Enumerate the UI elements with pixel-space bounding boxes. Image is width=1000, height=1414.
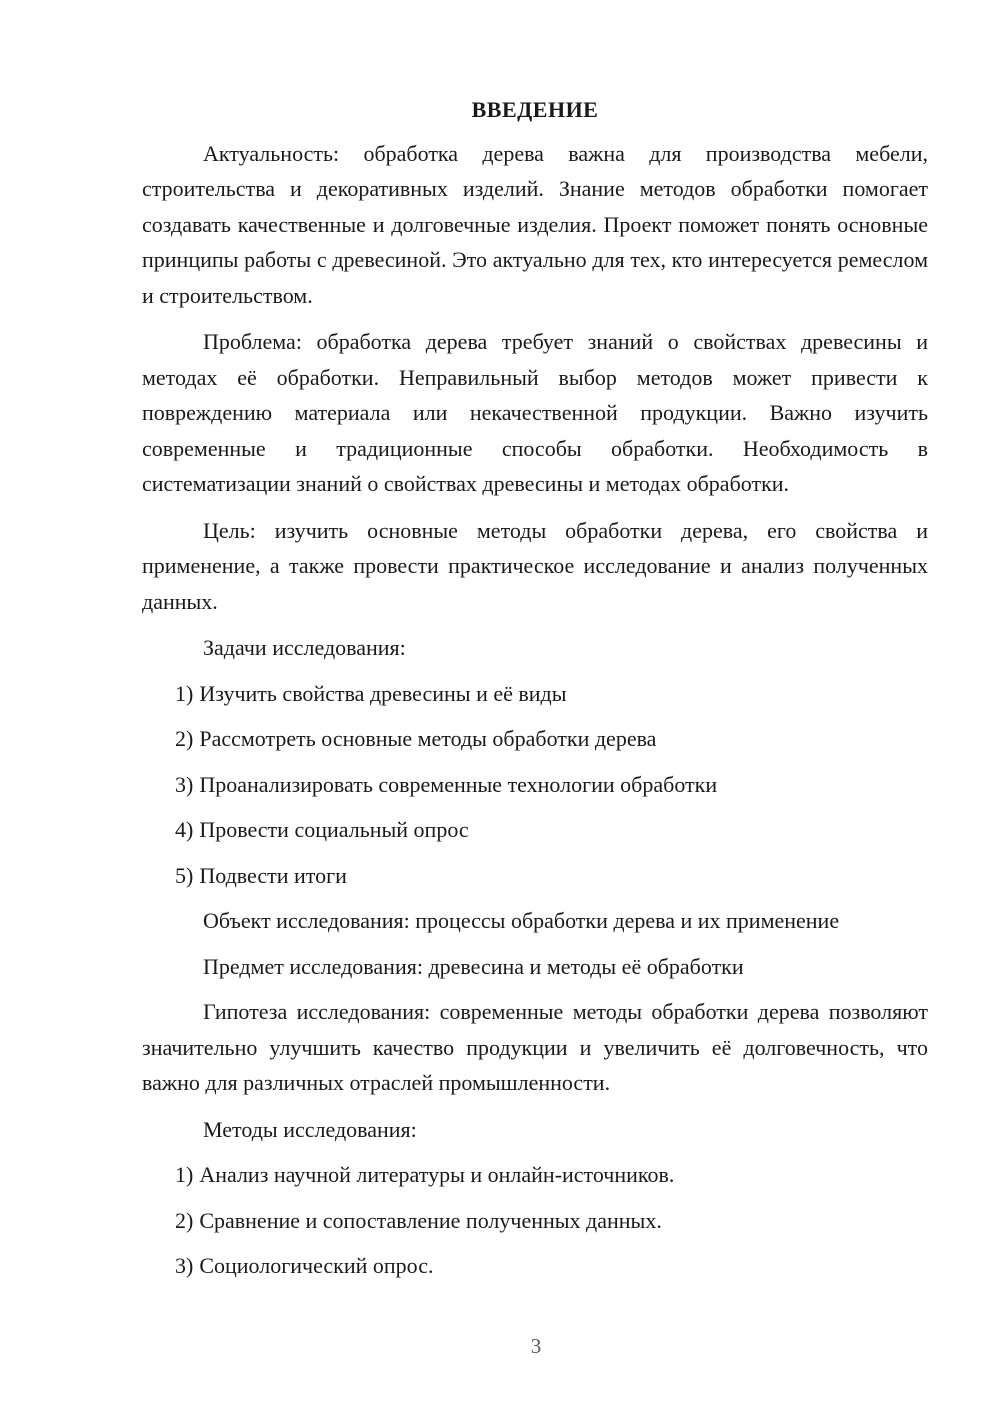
hypothesis-paragraph: Гипотеза исследования: современные методы обработки дерева позволяют значительно улучшить качество продукции и увеличить её долговечность, что важно для различных отраслей промышленности. — [142, 999, 928, 1095]
list-item-text: Рассмотреть основные методы обработки дерева — [199, 726, 657, 751]
list-item-text: Сравнение и сопоставление полученных данных. — [199, 1207, 662, 1233]
methods-list — [142, 1157, 928, 1284]
tasks-list — [142, 676, 928, 894]
list-item-text: Проанализировать современные технологии обработки — [199, 771, 718, 797]
page-number: 3 — [530, 1334, 542, 1358]
list-item-number: 2) — [175, 1207, 194, 1233]
list-item — [142, 812, 928, 848]
list-item-number: 1) — [175, 680, 194, 706]
list-item-text: Подвести итоги — [199, 862, 347, 888]
list-item — [142, 676, 928, 712]
list-item — [142, 767, 928, 803]
list-item-number: 2) — [175, 726, 194, 751]
section-title: ВВЕДЕНИЕ — [471, 97, 599, 122]
methods-heading: Методы исследования: — [203, 1116, 417, 1142]
tasks-heading: Задачи исследования: — [203, 635, 406, 660]
relevance-paragraph: Актуальность: обработка дерева важна для производства мебели, строительства и декоративных изделий. Знание методов обработки помогает создавать качественные и долговечные изделия. Проект поможет понять основные принципы работы с древесиной. Это актуально для тех, кто интересуется ремеслом и строительством. — [142, 140, 928, 308]
list-item-text: Социологический опрос. — [199, 1253, 434, 1278]
list-item — [142, 1203, 928, 1239]
list-item-number: 3) — [175, 771, 194, 797]
list-item-text: Провести социальный опрос — [199, 817, 469, 842]
list-item-number: 5) — [175, 862, 194, 888]
goal-paragraph: Цель: изучить основные методы обработки дерева, его свойства и применение, а также провести практическое исследование и анализ полученных данных. — [142, 517, 928, 614]
object-paragraph: Объект исследования: процессы обработки дерева и их применение — [203, 908, 840, 933]
list-item-text: Изучить свойства древесины и её виды — [199, 680, 567, 706]
list-item-number: 1) — [175, 1162, 194, 1187]
list-item-text: Анализ научной литературы и онлайн-источников. — [199, 1162, 675, 1187]
document-page — [142, 92, 928, 1294]
list-item-number: 3) — [175, 1253, 194, 1278]
list-item — [142, 1157, 928, 1193]
list-item — [142, 1248, 928, 1284]
problem-paragraph: Проблема: обработка дерева требует знаний о свойствах древесины и методах её обработки. Неправильный выбор методов может привести к повреждению материала или некачественной продукции. Важно изучить современные и традиционные способы обработки. Необходимость в систематизации знаний о свойствах древесины и методах обработки. — [142, 329, 928, 496]
list-item — [142, 858, 928, 894]
list-item — [142, 721, 928, 757]
list-item-number: 4) — [175, 817, 194, 842]
subject-paragraph: Предмет исследования: древесина и методы её обработки — [203, 953, 744, 979]
